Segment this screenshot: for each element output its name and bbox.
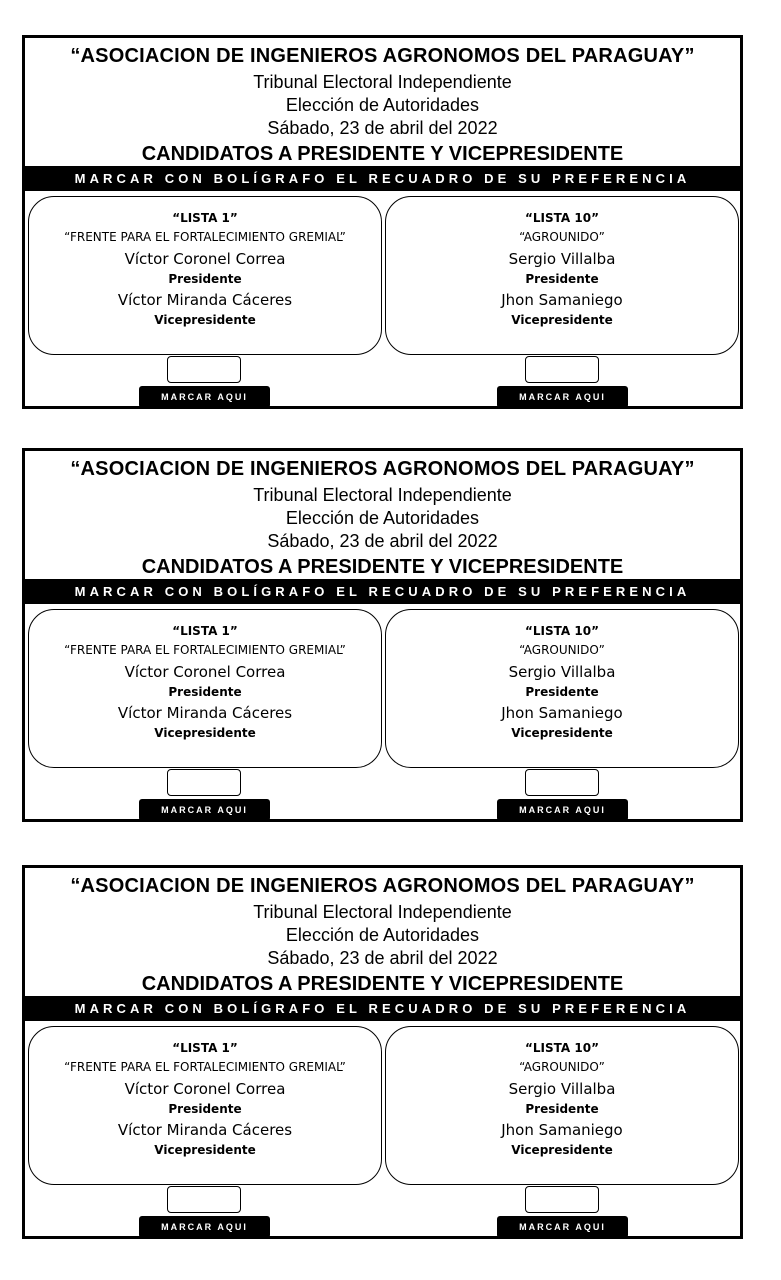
- election-name: Elección de Autoridades: [285, 925, 480, 945]
- vice-name: Víctor Miranda Cáceres: [117, 704, 293, 722]
- ballot-2: [22, 448, 743, 822]
- mark-here-label: MARCAR AQUI: [139, 1216, 270, 1238]
- vice-role: Vicepresidente: [511, 313, 613, 327]
- list-card-lista-1: [28, 1026, 382, 1185]
- instruction-bar: MARCAR CON BOLÍGRAFO EL RECUADRO DE SU PREFERENCIA: [25, 996, 740, 1021]
- association-title: “ASOCIACION DE INGENIEROS AGRONOMOS DEL PARAGUAY”: [70, 45, 695, 67]
- mark-checkbox-lista-1[interactable]: [167, 769, 241, 796]
- election-name: Elección de Autoridades: [285, 95, 480, 115]
- tribunal-name: Tribunal Electoral Independiente: [253, 485, 512, 505]
- ballot-3: [22, 865, 743, 1239]
- association-title: “ASOCIACION DE INGENIEROS AGRONOMOS DEL PARAGUAY”: [70, 458, 695, 480]
- list-card-lista-10: [385, 609, 739, 768]
- president-role: Presidente: [525, 685, 599, 699]
- tribunal-name: Tribunal Electoral Independiente: [253, 72, 512, 92]
- list-card-lista-10: [385, 196, 739, 355]
- vice-role: Vicepresidente: [511, 1143, 613, 1157]
- association-title: “ASOCIACION DE INGENIEROS AGRONOMOS DEL PARAGUAY”: [70, 875, 695, 897]
- list-card-lista-1: [28, 196, 382, 355]
- president-role: Presidente: [168, 1102, 242, 1116]
- vice-role: Vicepresidente: [154, 726, 256, 740]
- president-role: Presidente: [525, 1102, 599, 1116]
- vice-name: Jhon Samaniego: [501, 291, 623, 309]
- election-name: Elección de Autoridades: [285, 508, 480, 528]
- list-card-lista-1: [28, 609, 382, 768]
- mark-checkbox-lista-1[interactable]: [167, 356, 241, 383]
- list-name: “LISTA 10”: [525, 211, 599, 225]
- president-role: Presidente: [168, 685, 242, 699]
- mark-here-label: MARCAR AQUI: [139, 799, 270, 821]
- vice-name: Jhon Samaniego: [501, 1121, 623, 1139]
- instruction-bar: MARCAR CON BOLÍGRAFO EL RECUADRO DE SU PREFERENCIA: [25, 579, 740, 604]
- mark-checkbox-lista-1[interactable]: [167, 1186, 241, 1213]
- president-role: Presidente: [525, 272, 599, 286]
- vice-role: Vicepresidente: [511, 726, 613, 740]
- president-name: Víctor Coronel Correa: [124, 663, 286, 681]
- instruction-bar: MARCAR CON BOLÍGRAFO EL RECUADRO DE SU PREFERENCIA: [25, 166, 740, 191]
- party-name: “AGROUNIDO”: [519, 643, 605, 657]
- vice-role: Vicepresidente: [154, 313, 256, 327]
- list-name: “LISTA 10”: [525, 624, 599, 638]
- party-name: “FRENTE PARA EL FORTALECIMIENTO GREMIAL”: [64, 1060, 346, 1074]
- president-name: Sergio Villalba: [508, 663, 616, 681]
- party-name: “AGROUNIDO”: [519, 230, 605, 244]
- vice-name: Víctor Miranda Cáceres: [117, 291, 293, 309]
- president-name: Víctor Coronel Correa: [124, 250, 286, 268]
- mark-checkbox-lista-10[interactable]: [525, 769, 599, 796]
- election-date: Sábado, 23 de abril del 2022: [267, 948, 498, 968]
- mark-here-label: MARCAR AQUI: [497, 1216, 628, 1238]
- list-name: “LISTA 10”: [525, 1041, 599, 1055]
- mark-checkbox-lista-10[interactable]: [525, 356, 599, 383]
- candidates-heading: CANDIDATOS A PRESIDENTE Y VICEPRESIDENTE: [141, 143, 624, 165]
- vice-role: Vicepresidente: [154, 1143, 256, 1157]
- election-date: Sábado, 23 de abril del 2022: [267, 118, 498, 138]
- candidates-heading: CANDIDATOS A PRESIDENTE Y VICEPRESIDENTE: [141, 556, 624, 578]
- president-role: Presidente: [168, 272, 242, 286]
- party-name: “AGROUNIDO”: [519, 1060, 605, 1074]
- vice-name: Víctor Miranda Cáceres: [117, 1121, 293, 1139]
- mark-here-label: MARCAR AQUI: [139, 386, 270, 408]
- president-name: Sergio Villalba: [508, 250, 616, 268]
- election-date: Sábado, 23 de abril del 2022: [267, 531, 498, 551]
- ballot-1: [22, 35, 743, 409]
- candidates-heading: CANDIDATOS A PRESIDENTE Y VICEPRESIDENTE: [141, 973, 624, 995]
- list-name: “LISTA 1”: [172, 1041, 238, 1055]
- mark-here-label: MARCAR AQUI: [497, 386, 628, 408]
- president-name: Sergio Villalba: [508, 1080, 616, 1098]
- list-card-lista-10: [385, 1026, 739, 1185]
- tribunal-name: Tribunal Electoral Independiente: [253, 902, 512, 922]
- mark-here-label: MARCAR AQUI: [497, 799, 628, 821]
- vice-name: Jhon Samaniego: [501, 704, 623, 722]
- party-name: “FRENTE PARA EL FORTALECIMIENTO GREMIAL”: [64, 643, 346, 657]
- list-name: “LISTA 1”: [172, 624, 238, 638]
- list-name: “LISTA 1”: [172, 211, 238, 225]
- mark-checkbox-lista-10[interactable]: [525, 1186, 599, 1213]
- president-name: Víctor Coronel Correa: [124, 1080, 286, 1098]
- party-name: “FRENTE PARA EL FORTALECIMIENTO GREMIAL”: [64, 230, 346, 244]
